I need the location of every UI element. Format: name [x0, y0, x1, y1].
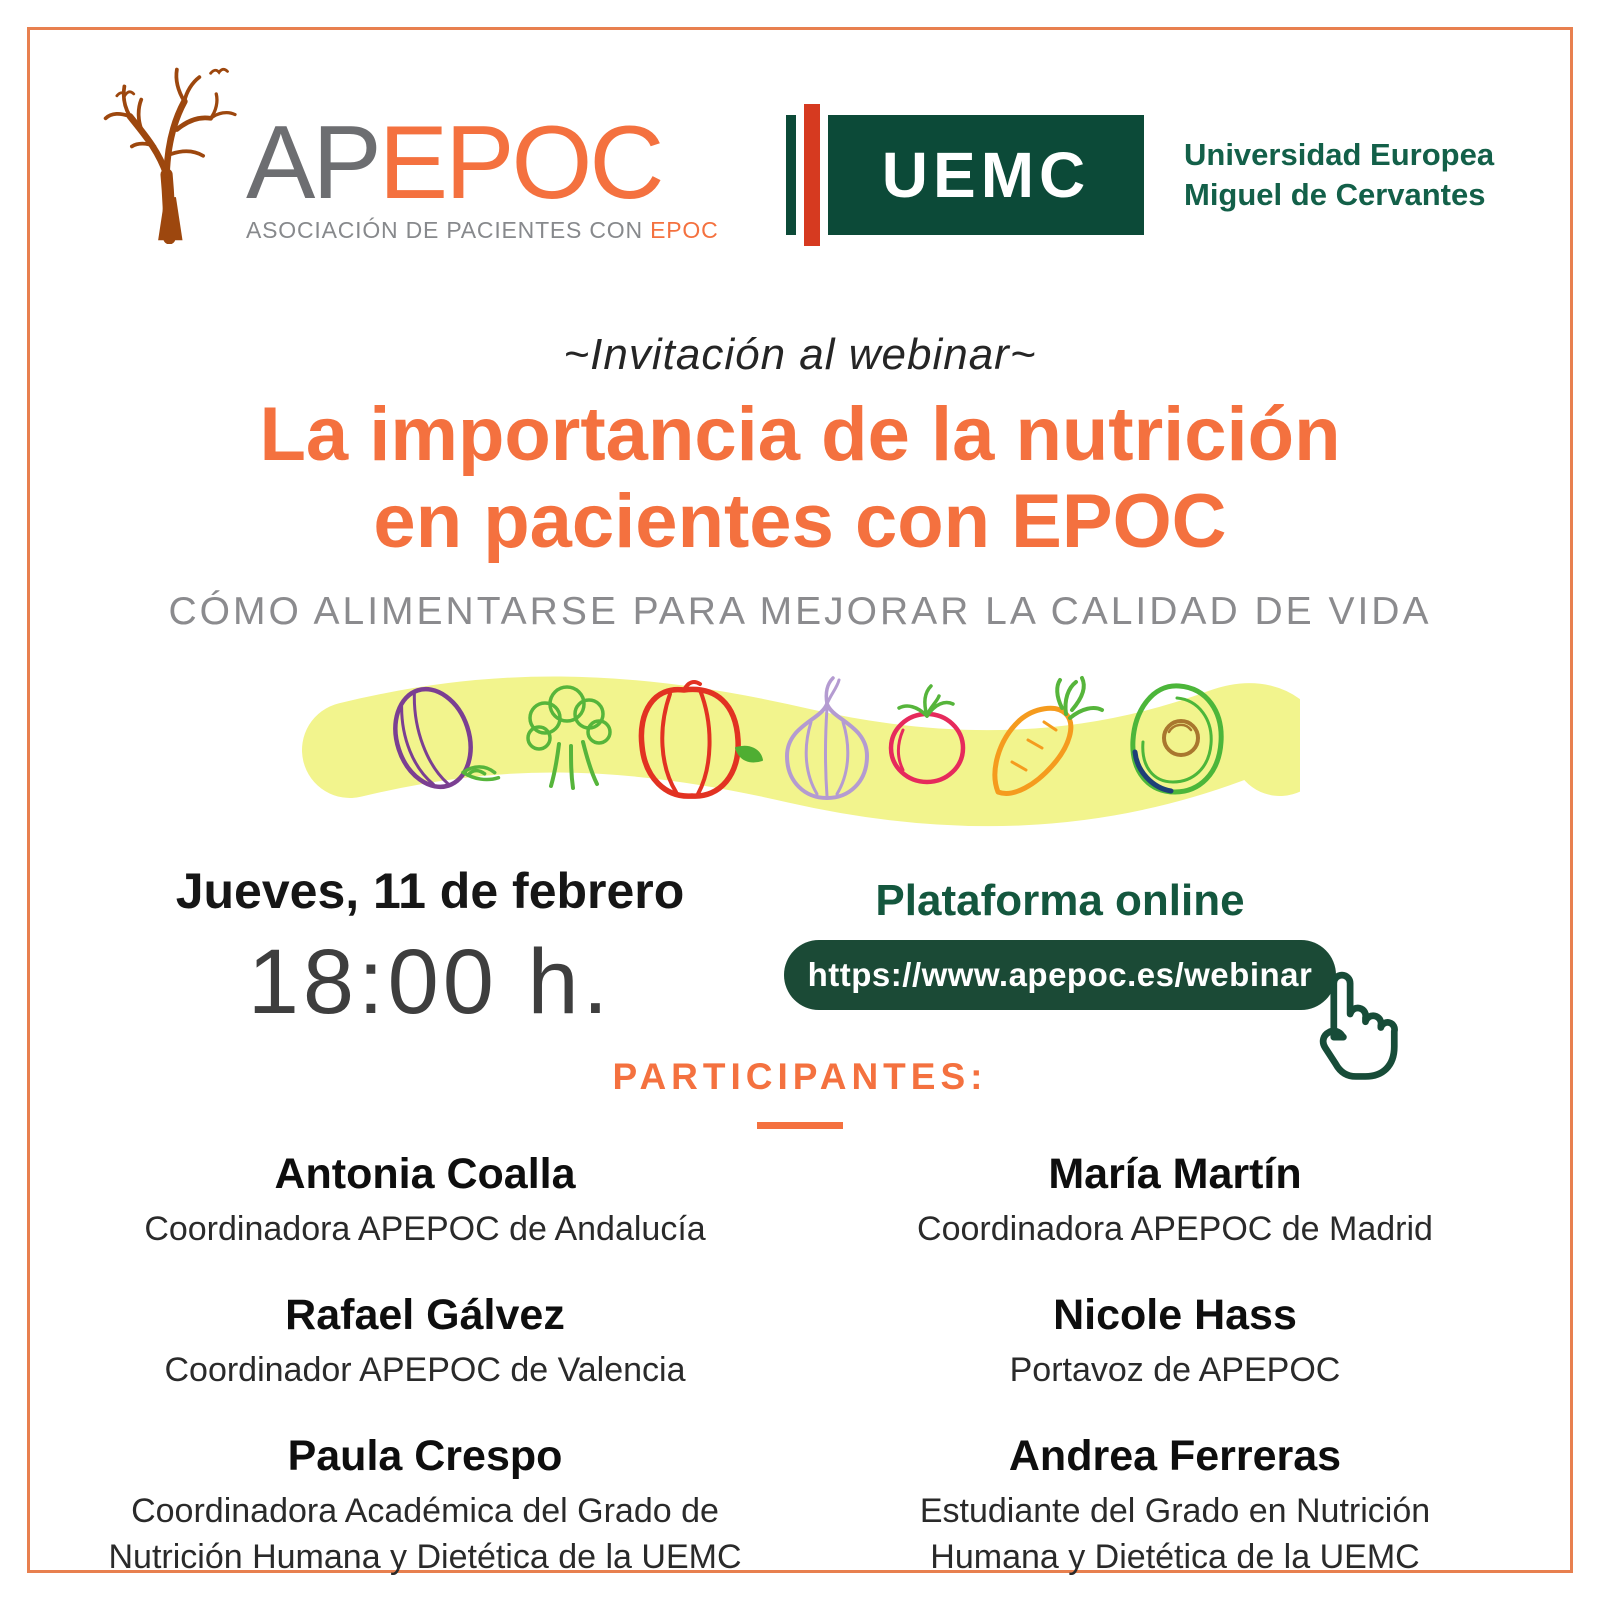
apepoc-logo — [100, 62, 718, 244]
participant-role: Portavoz de APEPOC — [1009, 1350, 1341, 1389]
participant-role: Coordinadora APEPOC de Madrid — [917, 1210, 1433, 1248]
participants-heading: PARTICIPANTES: — [612, 1056, 988, 1097]
participant-name: María Martín — [1048, 1150, 1302, 1198]
platform-label: Plataforma online — [875, 876, 1245, 925]
participant-name: Nicole Hass — [1053, 1290, 1297, 1339]
participant-name: Andrea Ferreras — [1008, 1431, 1342, 1480]
participant-card — [90, 1432, 760, 1581]
participant-name: Paula Crespo — [287, 1431, 563, 1480]
apepoc-word-gray: AP — [246, 105, 379, 222]
participant-role: Coordinadora Académica del Grado de Nutrición Humana y Dietética de la UEMC — [108, 1491, 742, 1576]
webinar-subtitle: CÓMO ALIMENTARSE PARA MEJORAR LA CALIDAD DE VIDA — [168, 590, 1432, 633]
participant-role: Coordinadora APEPOC de Andalucía — [144, 1210, 706, 1248]
participant-card — [90, 1150, 760, 1253]
participant-card — [840, 1291, 1510, 1394]
participant-card — [840, 1432, 1510, 1581]
participants-grid — [90, 1150, 1510, 1581]
webinar-url-pill[interactable] — [784, 940, 1336, 1010]
participant-role: Coordinador APEPOC de Valencia — [164, 1350, 686, 1389]
event-date: Jueves, 11 de febrero — [175, 863, 685, 919]
platform-block — [760, 876, 1360, 1010]
participant-card — [90, 1291, 760, 1394]
apepoc-word — [246, 105, 718, 222]
tree-with-birds-icon — [100, 62, 250, 244]
event-time: 18:00 h. — [247, 931, 613, 1033]
heading-underline — [757, 1122, 843, 1129]
uemc-logo — [786, 104, 1494, 246]
participant-card — [840, 1150, 1510, 1253]
uemc-acronym-box — [828, 115, 1144, 235]
event-datetime — [130, 862, 730, 1035]
vegetables-band — [300, 652, 1300, 842]
participant-name: Rafael Gálvez — [285, 1290, 565, 1339]
uemc-university-name: Universidad Europea Miguel de Cervantes — [1184, 136, 1495, 212]
uemc-green-bar — [786, 115, 796, 235]
participant-role: Estudiante del Grado en Nutrición Humana y Dietética de la UEMC — [919, 1491, 1431, 1576]
apepoc-word-orange: EPOC — [378, 105, 662, 222]
webinar-kicker: ~Invitación al webinar~ — [563, 330, 1037, 379]
apepoc-tagline: ASOCIACIÓN DE PACIENTES CON EPOC — [246, 217, 719, 243]
uemc-acronym: UEMC — [881, 139, 1091, 211]
participant-name: Antonia Coalla — [274, 1150, 576, 1198]
webinar-url: https://www.apepoc.es/webinar — [807, 956, 1313, 993]
uemc-red-bar — [804, 104, 820, 246]
webinar-title: La importancia de la nutrición en pacientes con EPOC — [259, 392, 1341, 564]
bird-icon — [211, 69, 228, 73]
apepoc-wordmark — [246, 105, 719, 244]
